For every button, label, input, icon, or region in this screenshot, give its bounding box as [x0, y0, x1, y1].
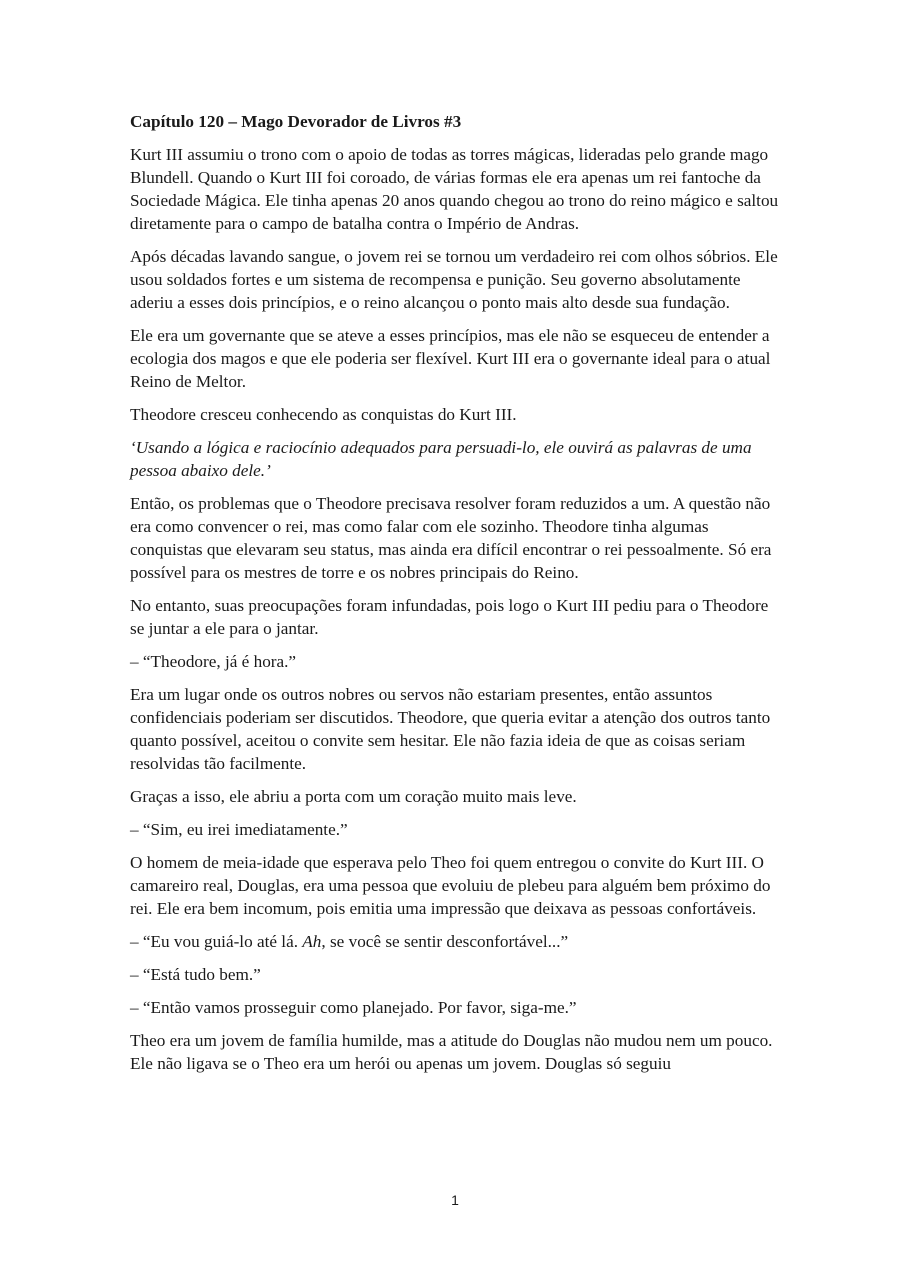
- dialogue-line: – “Sim, eu irei imediatamente.”: [130, 820, 348, 839]
- paragraph: Ele era um governante que se ateve a esses princípios, mas ele não se esqueceu de entender a ecologia dos magos e que ele poderia ser flexível. Kurt III era o governante ideal para o atual Reino de Meltor.: [130, 326, 771, 391]
- page-number: 1: [451, 1192, 459, 1208]
- paragraph: Theodore cresceu conhecendo as conquistas do Kurt III.: [130, 405, 517, 424]
- paragraph: Então, os problemas que o Theodore precisava resolver foram reduzidos a um. A questão não era como convencer o rei, mas como falar com ele sozinho. Theodore tinha algumas conquistas que elevaram seu status, mas ainda era difícil encontrar o rei pessoalmente. Só era possível para os mestres de torre e os nobres principais do Reino.: [130, 494, 772, 582]
- dialogue-text: – “Eu vou guiá-lo até lá.: [130, 932, 303, 951]
- paragraph: Graças a isso, ele abriu a porta com um coração muito mais leve.: [130, 787, 577, 806]
- paragraph: Após décadas lavando sangue, o jovem rei se tornou um verdadeiro rei com olhos sóbrios. Ele usou soldados fortes e um sistema de recompensa e punição. Seu governo absolutamente aderiu a esses dois princípios, e o reino alcançou o ponto mais alto desde sua fundação.: [130, 247, 778, 312]
- dialogue-line: – “Está tudo bem.”: [130, 965, 261, 984]
- dialogue-line: – “Então vamos prosseguir como planejado. Por favor, siga-me.”: [130, 998, 577, 1017]
- dialogue-text: , se você se sentir desconfortável...”: [321, 932, 569, 951]
- paragraph: No entanto, suas preocupações foram infundadas, pois logo o Kurt III pediu para o Theodore se juntar a ele para o jantar.: [130, 596, 769, 638]
- dialogue-emphasis: Ah: [302, 932, 322, 951]
- dialogue-line: [130, 930, 780, 953]
- italic-thought-paragraph: ‘Usando a lógica e raciocínio adequados para persuadi-lo, ele ouvirá as palavras de uma pessoa abaixo dele.’: [130, 438, 752, 480]
- dialogue-line: – “Theodore, já é hora.”: [130, 652, 297, 671]
- paragraph: O homem de meia-idade que esperava pelo Theo foi quem entregou o convite do Kurt III. O camareiro real, Douglas, era uma pessoa que evoluiu de plebeu para alguém bem próximo do rei. Ele era bem incomum, pois emitia uma impressão que deixava as pessoas confortáveis.: [130, 853, 771, 918]
- paragraph: Kurt III assumiu o trono com o apoio de todas as torres mágicas, lideradas pelo grande mago Blundell. Quando o Kurt III foi coroado, de várias formas ele era apenas um rei fantoche da Sociedade Mágica. Ele tinha apenas 20 anos quando chegou ao trono do reino mágico e saltou diretamente para o campo de batalha contra o Império de Andras.: [130, 145, 779, 233]
- chapter-title: Capítulo 120 – Mago Devorador de Livros #3: [130, 112, 462, 131]
- paragraph: Theo era um jovem de família humilde, mas a atitude do Douglas não mudou nem um pouco. Ele não ligava se o Theo era um herói ou apenas um jovem. Douglas só seguiu: [130, 1031, 773, 1073]
- paragraph: Era um lugar onde os outros nobres ou servos não estariam presentes, então assuntos confidenciais poderiam ser discutidos. Theodore, que queria evitar a atenção dos outros tanto quanto possível, aceitou o convite sem hesitar. Ele não fazia ideia de que as coisas seriam resolvidas tão facilmente.: [130, 685, 771, 773]
- document-body: [130, 110, 780, 1085]
